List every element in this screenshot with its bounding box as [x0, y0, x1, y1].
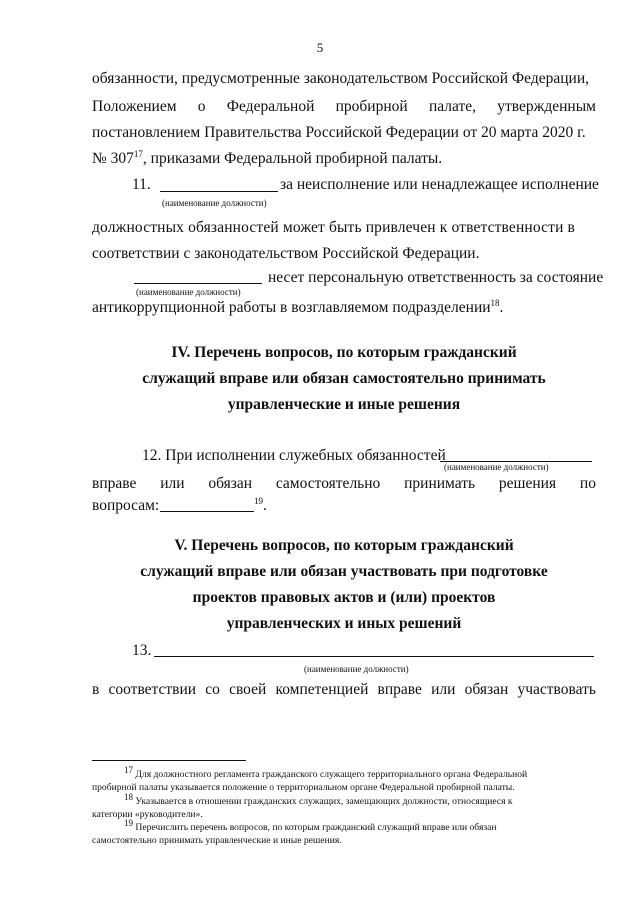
- footnote-18-line: [124, 791, 513, 808]
- text: .: [499, 299, 504, 316]
- paragraph-line: [254, 496, 267, 516]
- blank-line: [160, 511, 254, 512]
- word: вправе: [92, 475, 137, 492]
- field-caption: (наименование должности): [444, 462, 549, 472]
- paragraph-line: несет персональную ответственность за состояние: [268, 269, 604, 286]
- paragraph-line: 12. При исполнении служебных обязанностей: [142, 447, 446, 464]
- section-heading-line: служащий вправе или обязан участвовать при подготовке: [140, 563, 548, 580]
- section-heading-line: V. Перечень вопросов, по которым гражданский: [174, 537, 514, 554]
- text: .: [263, 497, 267, 514]
- word: палате,: [428, 98, 477, 115]
- section-heading-line: служащий вправе или обязан самостоятельно принимать: [142, 370, 546, 387]
- footnote-separator: [92, 760, 246, 761]
- blank-line: [154, 656, 594, 657]
- footnote-number: 19: [124, 817, 133, 828]
- word: Положением: [92, 98, 177, 115]
- word: утвержденным: [497, 98, 596, 115]
- word: компетенцией: [275, 681, 369, 698]
- paragraph-line: за неисполнение или ненадлежащее исполнение: [280, 176, 599, 193]
- footnote-17-line: [124, 764, 528, 781]
- paragraph-line: обязанности, предусмотренные законодательством Российской Федерации,: [92, 70, 590, 87]
- paragraph-line: постановлением Правительства Российской Федерации от 20 марта 2020 г.: [92, 124, 586, 141]
- field-caption: (наименование должности): [136, 287, 241, 297]
- item-number: 13.: [132, 642, 152, 659]
- field-caption: (наименование должности): [162, 198, 267, 208]
- word: обязан: [464, 681, 509, 698]
- paragraph-line: должностных обязанностей может быть привлечен к ответственности в: [92, 219, 576, 236]
- text: антикоррупционной работы в возглавляемом подразделении: [92, 299, 491, 316]
- footnote-ref: 18: [490, 297, 500, 308]
- word: принимать: [404, 475, 476, 492]
- blank-line: [160, 191, 278, 192]
- word: вправе: [377, 681, 422, 698]
- section-heading-line: IV. Перечень вопросов, по которым гражданский: [171, 344, 517, 361]
- paragraph-line-justified: [92, 680, 596, 700]
- footnote-text: Для должностного регламента гражданского служащего территориального органа Федеральной: [135, 769, 528, 780]
- paragraph-line: вопросам:: [92, 497, 160, 514]
- footnote-19-line: самостоятельно принимать управленческие и иные решения.: [92, 835, 342, 846]
- footnote-ref: 19: [254, 495, 263, 506]
- paragraph-line: [92, 298, 503, 318]
- paragraph-line: соответствии с законодательством Российской Федерации.: [92, 245, 480, 262]
- word: своей: [229, 681, 267, 698]
- word: о: [197, 98, 206, 115]
- text: , приказами Федеральной пробирной палаты.: [142, 150, 443, 167]
- footnote-number: 17: [124, 764, 133, 775]
- word: самостоятельно: [275, 475, 381, 492]
- word: по: [579, 475, 596, 492]
- paragraph-line-justified: [92, 474, 596, 494]
- footnote-ref: 17: [133, 148, 143, 159]
- footnote-text: Указывается в отношении гражданских служащих, замещающих должности, относящиеся к: [135, 796, 513, 807]
- section-heading-line: управленческие и иные решения: [227, 396, 461, 413]
- section-heading-line: проектов правовых актов и (или) проектов: [192, 589, 496, 606]
- word: обязан: [208, 475, 253, 492]
- word: или: [160, 475, 185, 492]
- blank-line: [134, 283, 262, 284]
- footnote-number: 18: [124, 791, 133, 802]
- item-number: 11.: [132, 176, 151, 193]
- word: или: [431, 681, 456, 698]
- field-caption: (наименование должности): [304, 664, 409, 674]
- word: Федеральной: [226, 98, 315, 115]
- paragraph-line: [92, 149, 442, 169]
- footnote-18-line: категории «руководители».: [92, 809, 203, 820]
- footnote-19-line: [124, 817, 497, 834]
- word: участвовать: [517, 681, 596, 698]
- text: № 307: [92, 150, 134, 167]
- footnote-text: Перечислить перечень вопросов, по которым гражданский служащий вправе или обязан: [135, 822, 497, 833]
- word: со: [205, 681, 220, 698]
- word: пробирной: [335, 98, 408, 115]
- word: решения: [498, 475, 557, 492]
- page-number: 5: [316, 40, 324, 55]
- paragraph-line-justified: [92, 97, 596, 117]
- word: соответствии: [108, 681, 197, 698]
- footnote-17-line: пробирной палаты указывается положение о территориальном органе Федеральной пробирной палаты.: [92, 782, 515, 793]
- word: в: [92, 681, 100, 698]
- section-heading-line: управленческих и иных решений: [226, 615, 462, 632]
